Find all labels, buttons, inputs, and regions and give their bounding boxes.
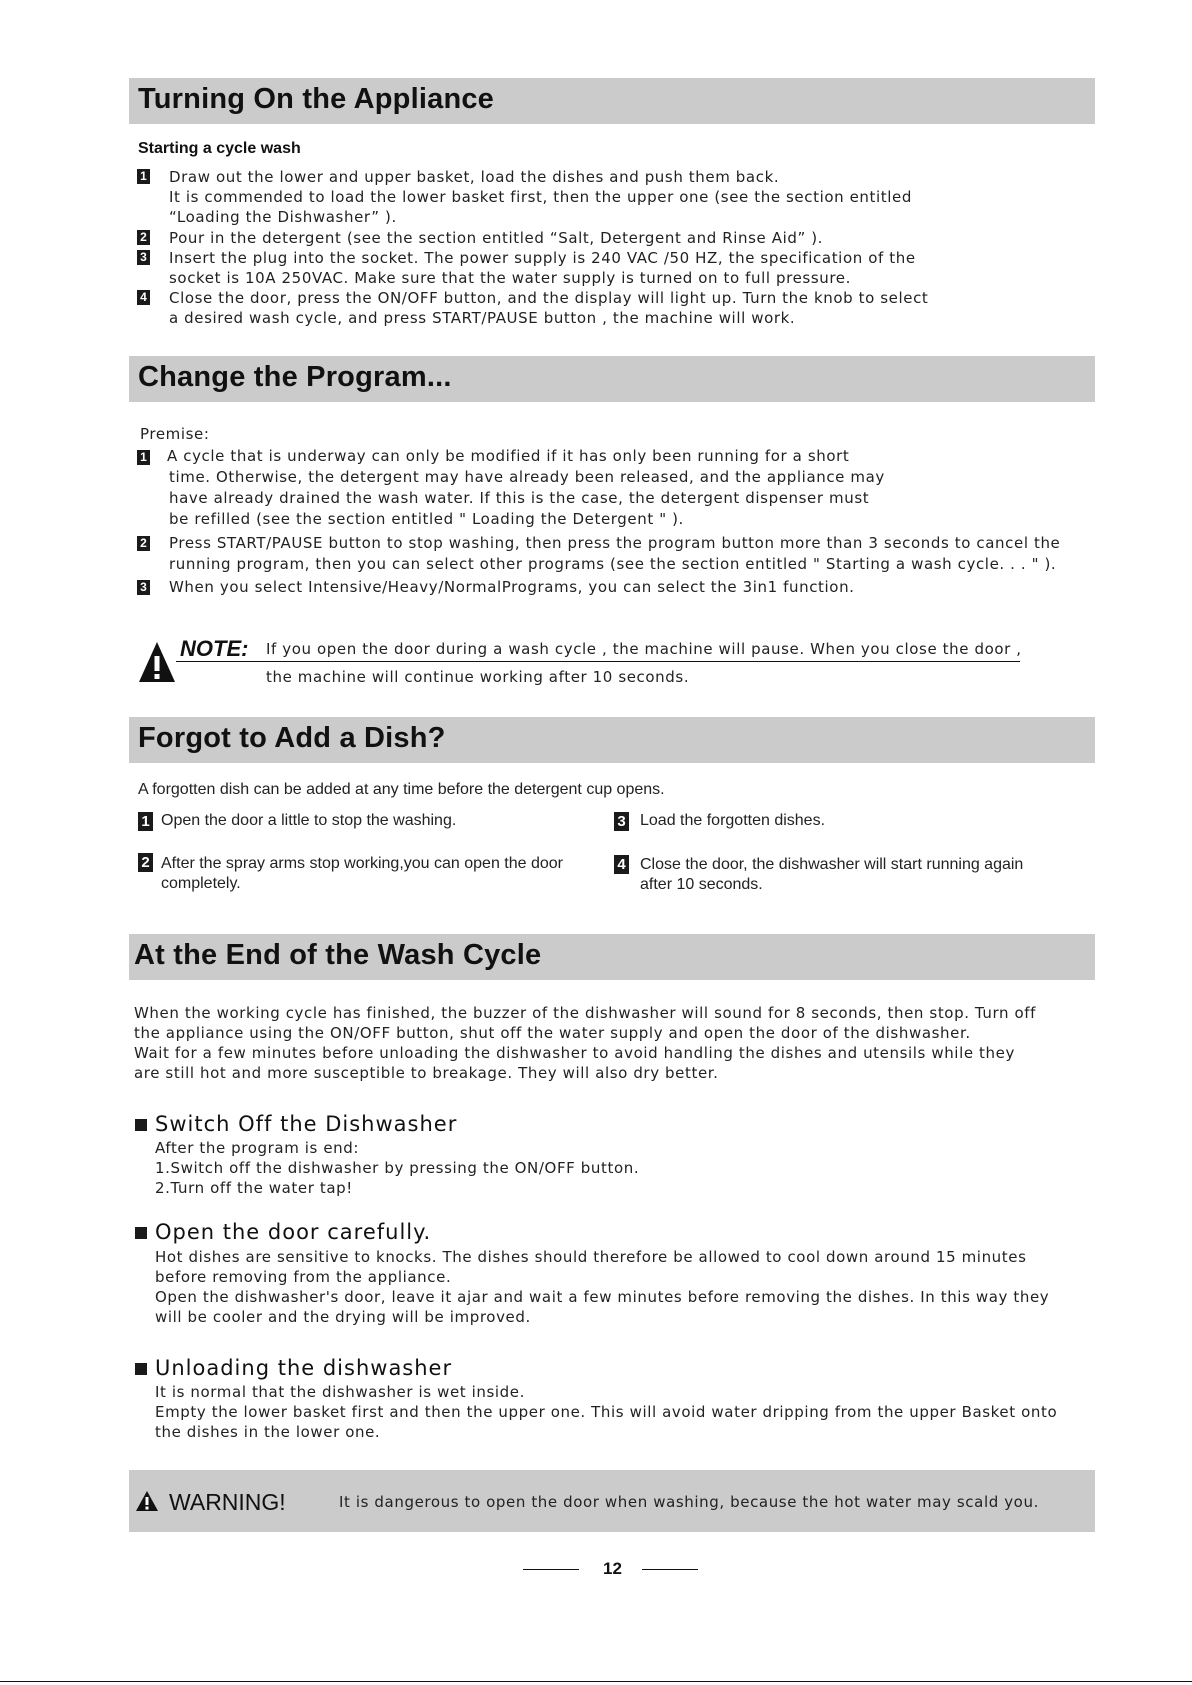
step-number: 2: [137, 230, 150, 245]
step-number: 4: [137, 290, 150, 305]
page-bottom-rule: [0, 1681, 1192, 1682]
section-title: At the End of the Wash Cycle: [134, 939, 542, 971]
step-number: 3: [614, 812, 629, 831]
step-text: Open the door a little to stop the washing.: [161, 812, 457, 829]
step-text: be refilled (see the section entitled " Loading the Detergent " ).: [169, 510, 684, 528]
item-text: the dishes in the lower one.: [155, 1423, 381, 1441]
bullet-square: [135, 1227, 147, 1239]
step-number: 2: [137, 536, 150, 551]
note-text: the machine will continue working after 10 seconds.: [266, 668, 690, 686]
step-number: 4: [614, 855, 629, 874]
section-title: Change the Program...: [138, 361, 452, 393]
item-heading: Open the door carefully.: [155, 1220, 432, 1244]
section-header-end-cycle: [129, 934, 1095, 980]
premise-label: Premise:: [140, 425, 210, 443]
step-text: have already drained the wash water. If this is the case, the detergent dispenser must: [169, 489, 870, 507]
subsection-title: Starting a cycle wash: [138, 140, 301, 157]
item-heading: Unloading the dishwasher: [155, 1356, 453, 1380]
note-label: NOTE:: [180, 636, 249, 661]
intro-text: are still hot and more susceptible to breakage. They will also dry better.: [134, 1064, 719, 1082]
step-number: 2: [138, 853, 153, 872]
item-text: Empty the lower basket first and then the upper one. This will avoid water dripping from the upper Basket onto: [155, 1403, 1058, 1421]
note-underline: [176, 661, 1020, 662]
step-text: When you select Intensive/Heavy/NormalPrograms, you can select the 3in1 function.: [169, 578, 855, 596]
step-number: 1: [137, 169, 150, 184]
step-number: 1: [137, 450, 150, 465]
note-text: If you open the door during a wash cycle , the machine will pause. When you close the door ,: [266, 640, 1022, 658]
page-number-rule-left: [523, 1569, 579, 1570]
page-number: 12: [603, 1559, 622, 1578]
step-text: socket is 10A 250VAC. Make sure that the water supply is turned on to full pressure.: [169, 269, 852, 287]
step-text: Pour in the detergent (see the section entitled “Salt, Detergent and Rinse Aid” ).: [169, 229, 824, 247]
warning-label: WARNING!: [169, 1489, 286, 1515]
item-text: Open the dishwasher's door, leave it ajar and wait a few minutes before removing the dishes. In this way they: [155, 1288, 1050, 1306]
step-text: A cycle that is underway can only be modified if it has only been running for a short: [167, 447, 850, 465]
item-text: Hot dishes are sensitive to knocks. The dishes should therefore be allowed to cool down around 15 minutes: [155, 1248, 1027, 1266]
step-text: Close the door, press the ON/OFF button, and the display will light up. Turn the knob to select: [169, 289, 929, 307]
intro-text: A forgotten dish can be added at any time before the detergent cup opens.: [138, 781, 665, 798]
item-text: After the program is end:: [155, 1139, 360, 1157]
item-text: will be cooler and the drying will be improved.: [155, 1308, 531, 1326]
item-text: It is normal that the dishwasher is wet inside.: [155, 1383, 525, 1401]
section-header-change-program: [129, 356, 1095, 402]
intro-text: When the working cycle has finished, the buzzer of the dishwasher will sound for 8 seconds, then stop. Turn off: [134, 1004, 1037, 1022]
page-number-rule-right: [642, 1569, 698, 1570]
warning-triangle-icon: [135, 1490, 159, 1512]
item-text: 1.Switch off the dishwasher by pressing the ON/OFF button.: [155, 1159, 640, 1177]
intro-text: the appliance using the ON/OFF button, shut off the water supply and open the door of the dishwasher.: [134, 1024, 971, 1042]
step-text: running program, then you can select other programs (see the section entitled " Starting a wash cycle. . . " ).: [169, 555, 1057, 573]
step-text: It is commended to load the lower basket first, then the upper one (see the section entitled: [169, 188, 912, 206]
step-text: completely.: [161, 875, 241, 892]
step-text: “Loading the Dishwasher” ).: [169, 208, 397, 226]
bullet-square: [135, 1119, 147, 1131]
step-text: Insert the plug into the socket. The power supply is 240 VAC /50 HZ, the specification of the: [169, 249, 916, 267]
step-text: Load the forgotten dishes.: [640, 812, 826, 829]
warning-triangle-icon: [137, 640, 177, 684]
section-header-turning-on: [129, 78, 1095, 124]
item-text: 2.Turn off the water tap!: [155, 1179, 353, 1197]
warning-bar: [129, 1470, 1095, 1532]
step-number: 1: [138, 812, 153, 831]
step-text: Press START/PAUSE button to stop washing, then press the program button more than 3 seconds to cancel the: [169, 534, 1061, 552]
step-text: Draw out the lower and upper basket, load the dishes and push them back.: [169, 168, 780, 186]
step-text: a desired wash cycle, and press START/PAUSE button , the machine will work.: [169, 309, 796, 327]
section-title: Forgot to Add a Dish?: [138, 722, 446, 754]
step-text: after 10 seconds.: [640, 876, 763, 893]
warning-text: It is dangerous to open the door when washing, because the hot water may scald you.: [339, 1493, 1039, 1511]
step-text: Close the door, the dishwasher will start running again: [640, 856, 1024, 873]
section-title: Turning On the Appliance: [138, 83, 495, 115]
step-number: 3: [137, 250, 150, 265]
section-header-forgot-dish: [129, 717, 1095, 763]
step-text: After the spray arms stop working,you can open the door: [161, 855, 563, 872]
step-text: time. Otherwise, the detergent may have already been released, and the appliance may: [169, 468, 885, 486]
bullet-square: [135, 1363, 147, 1375]
item-text: before removing from the appliance.: [155, 1268, 452, 1286]
item-heading: Switch Off the Dishwasher: [155, 1112, 458, 1136]
step-number: 3: [137, 580, 150, 595]
intro-text: Wait for a few minutes before unloading the dishwasher to avoid handling the dishes and utensils while they: [134, 1044, 1015, 1062]
